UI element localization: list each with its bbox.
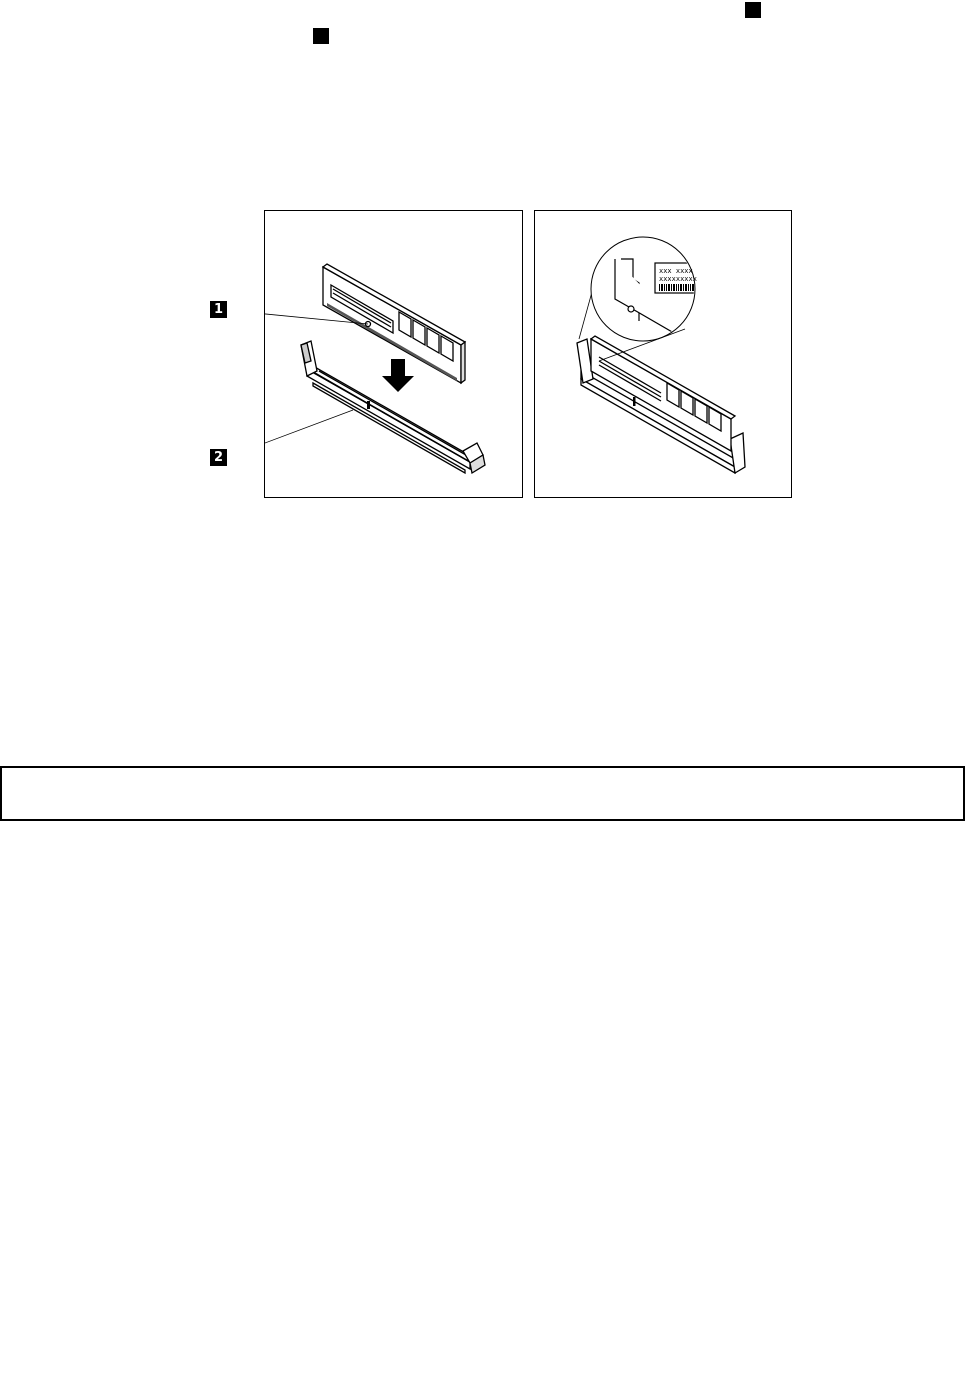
callout-marker-2 <box>313 28 329 44</box>
barcode-icon <box>659 284 694 291</box>
magnified-label-view <box>591 237 707 351</box>
insert-direction-arrow <box>382 359 414 392</box>
callout-marker-1 <box>745 2 761 18</box>
magnified-label-text-top: xxx xxxx <box>659 267 693 275</box>
callout-2-leader-line <box>265 410 353 458</box>
memory-insertion-illustration <box>265 211 524 499</box>
callout-1: 1 <box>210 301 227 318</box>
magnified-label-text-bottom: xxxxxxxxx <box>659 275 697 283</box>
note-box <box>0 766 965 821</box>
memory-installed-illustration <box>535 211 793 499</box>
figure-memory-insertion <box>264 210 523 498</box>
figure-memory-installed <box>534 210 792 498</box>
callout-2: 2 <box>210 449 227 466</box>
